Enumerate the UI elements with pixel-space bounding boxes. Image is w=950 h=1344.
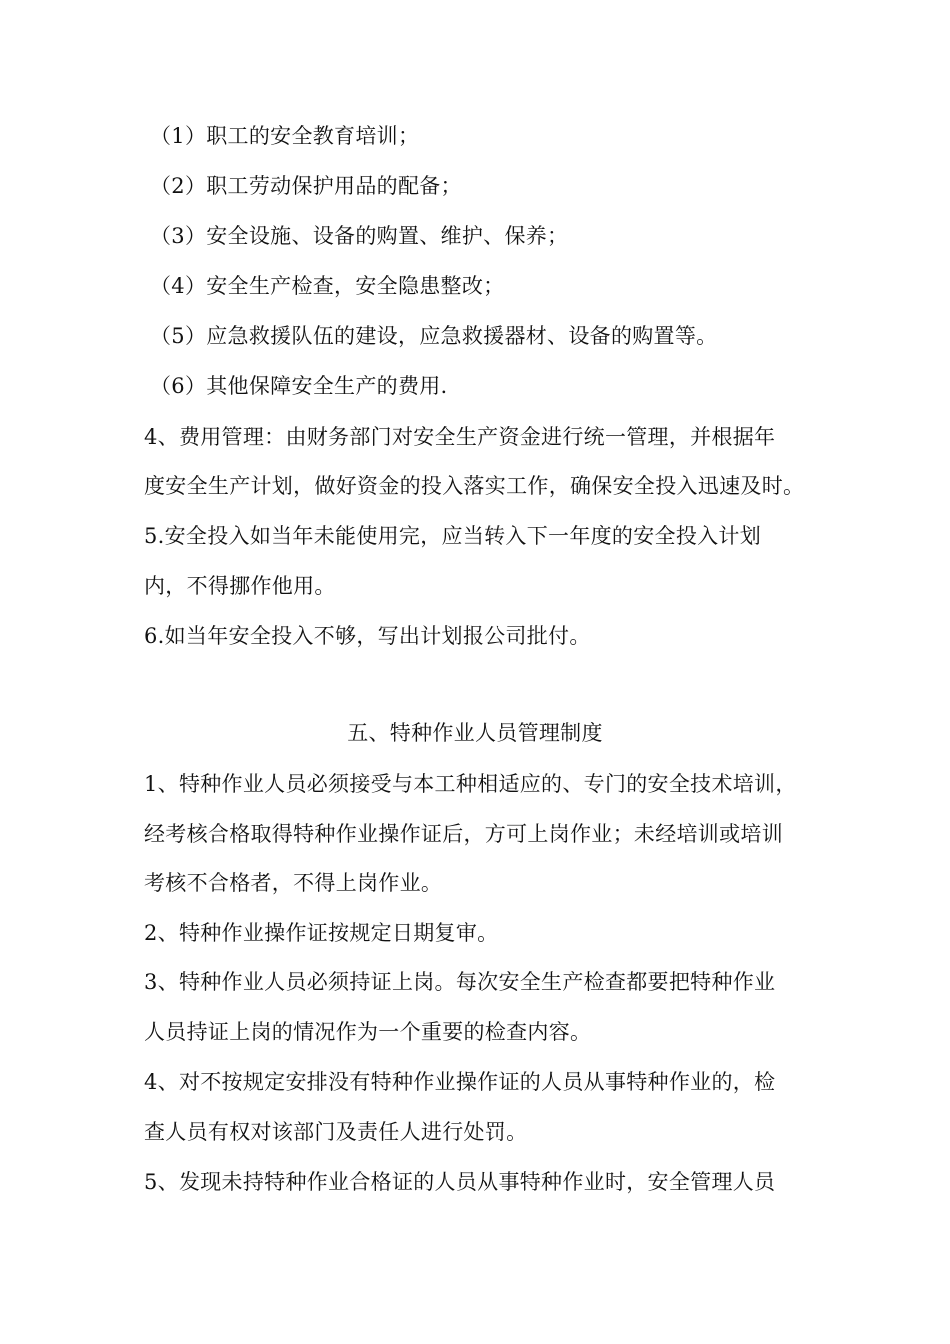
- paragraph-line: 人员持证上岗的情况作为一个重要的检查内容。: [144, 1020, 592, 1044]
- paragraph-line: 度安全生产计划，做好资金的投入落实工作，确保安全投入迅速及时。: [144, 474, 805, 498]
- paragraph-line: 1、特种作业人员必须接受与本工种相适应的、专门的安全技术培训，: [144, 772, 797, 796]
- paragraph-line: 2、特种作业操作证按规定日期复审。: [144, 921, 499, 945]
- list-item: （4）安全生产检查，安全隐患整改；: [150, 274, 505, 298]
- section-title: 五、特种作业人员管理制度: [347, 721, 603, 745]
- paragraph-line: 考核不合格者，不得上岗作业。: [144, 871, 443, 895]
- paragraph-line: 查人员有权对该部门及责任人进行处罚。: [144, 1120, 528, 1144]
- paragraph-line: 经考核合格取得特种作业操作证后，方可上岗作业；未经培训或培训: [144, 822, 783, 846]
- paragraph-line: 3、特种作业人员必须持证上岗。每次安全生产检查都要把特种作业: [144, 970, 776, 994]
- paragraph-line: 4、对不按规定安排没有特种作业操作证的人员从事特种作业的，检: [144, 1070, 776, 1094]
- paragraph-line: 内，不得挪作他用。: [144, 574, 336, 598]
- paragraph-line: 5.安全投入如当年未能使用完，应当转入下一年度的安全投入计划: [144, 524, 762, 548]
- list-item: （3）安全设施、设备的购置、维护、保养；: [150, 224, 569, 248]
- paragraph-line: 5、发现未持特种作业合格证的人员从事特种作业时，安全管理人员: [144, 1170, 776, 1194]
- list-item: （2）职工劳动保护用品的配备；: [150, 174, 462, 198]
- list-item: （5）应急救援队伍的建设，应急救援器材、设备的购置等。: [150, 324, 718, 348]
- list-item: （1）职工的安全教育培训；: [150, 124, 420, 148]
- list-item: （6）其他保障安全生产的费用.: [150, 374, 448, 398]
- paragraph-line: 6.如当年安全投入不够，写出计划报公司批付。: [144, 624, 591, 648]
- paragraph-line: 4、费用管理：由财务部门对安全生产资金进行统一管理，并根据年: [144, 425, 776, 449]
